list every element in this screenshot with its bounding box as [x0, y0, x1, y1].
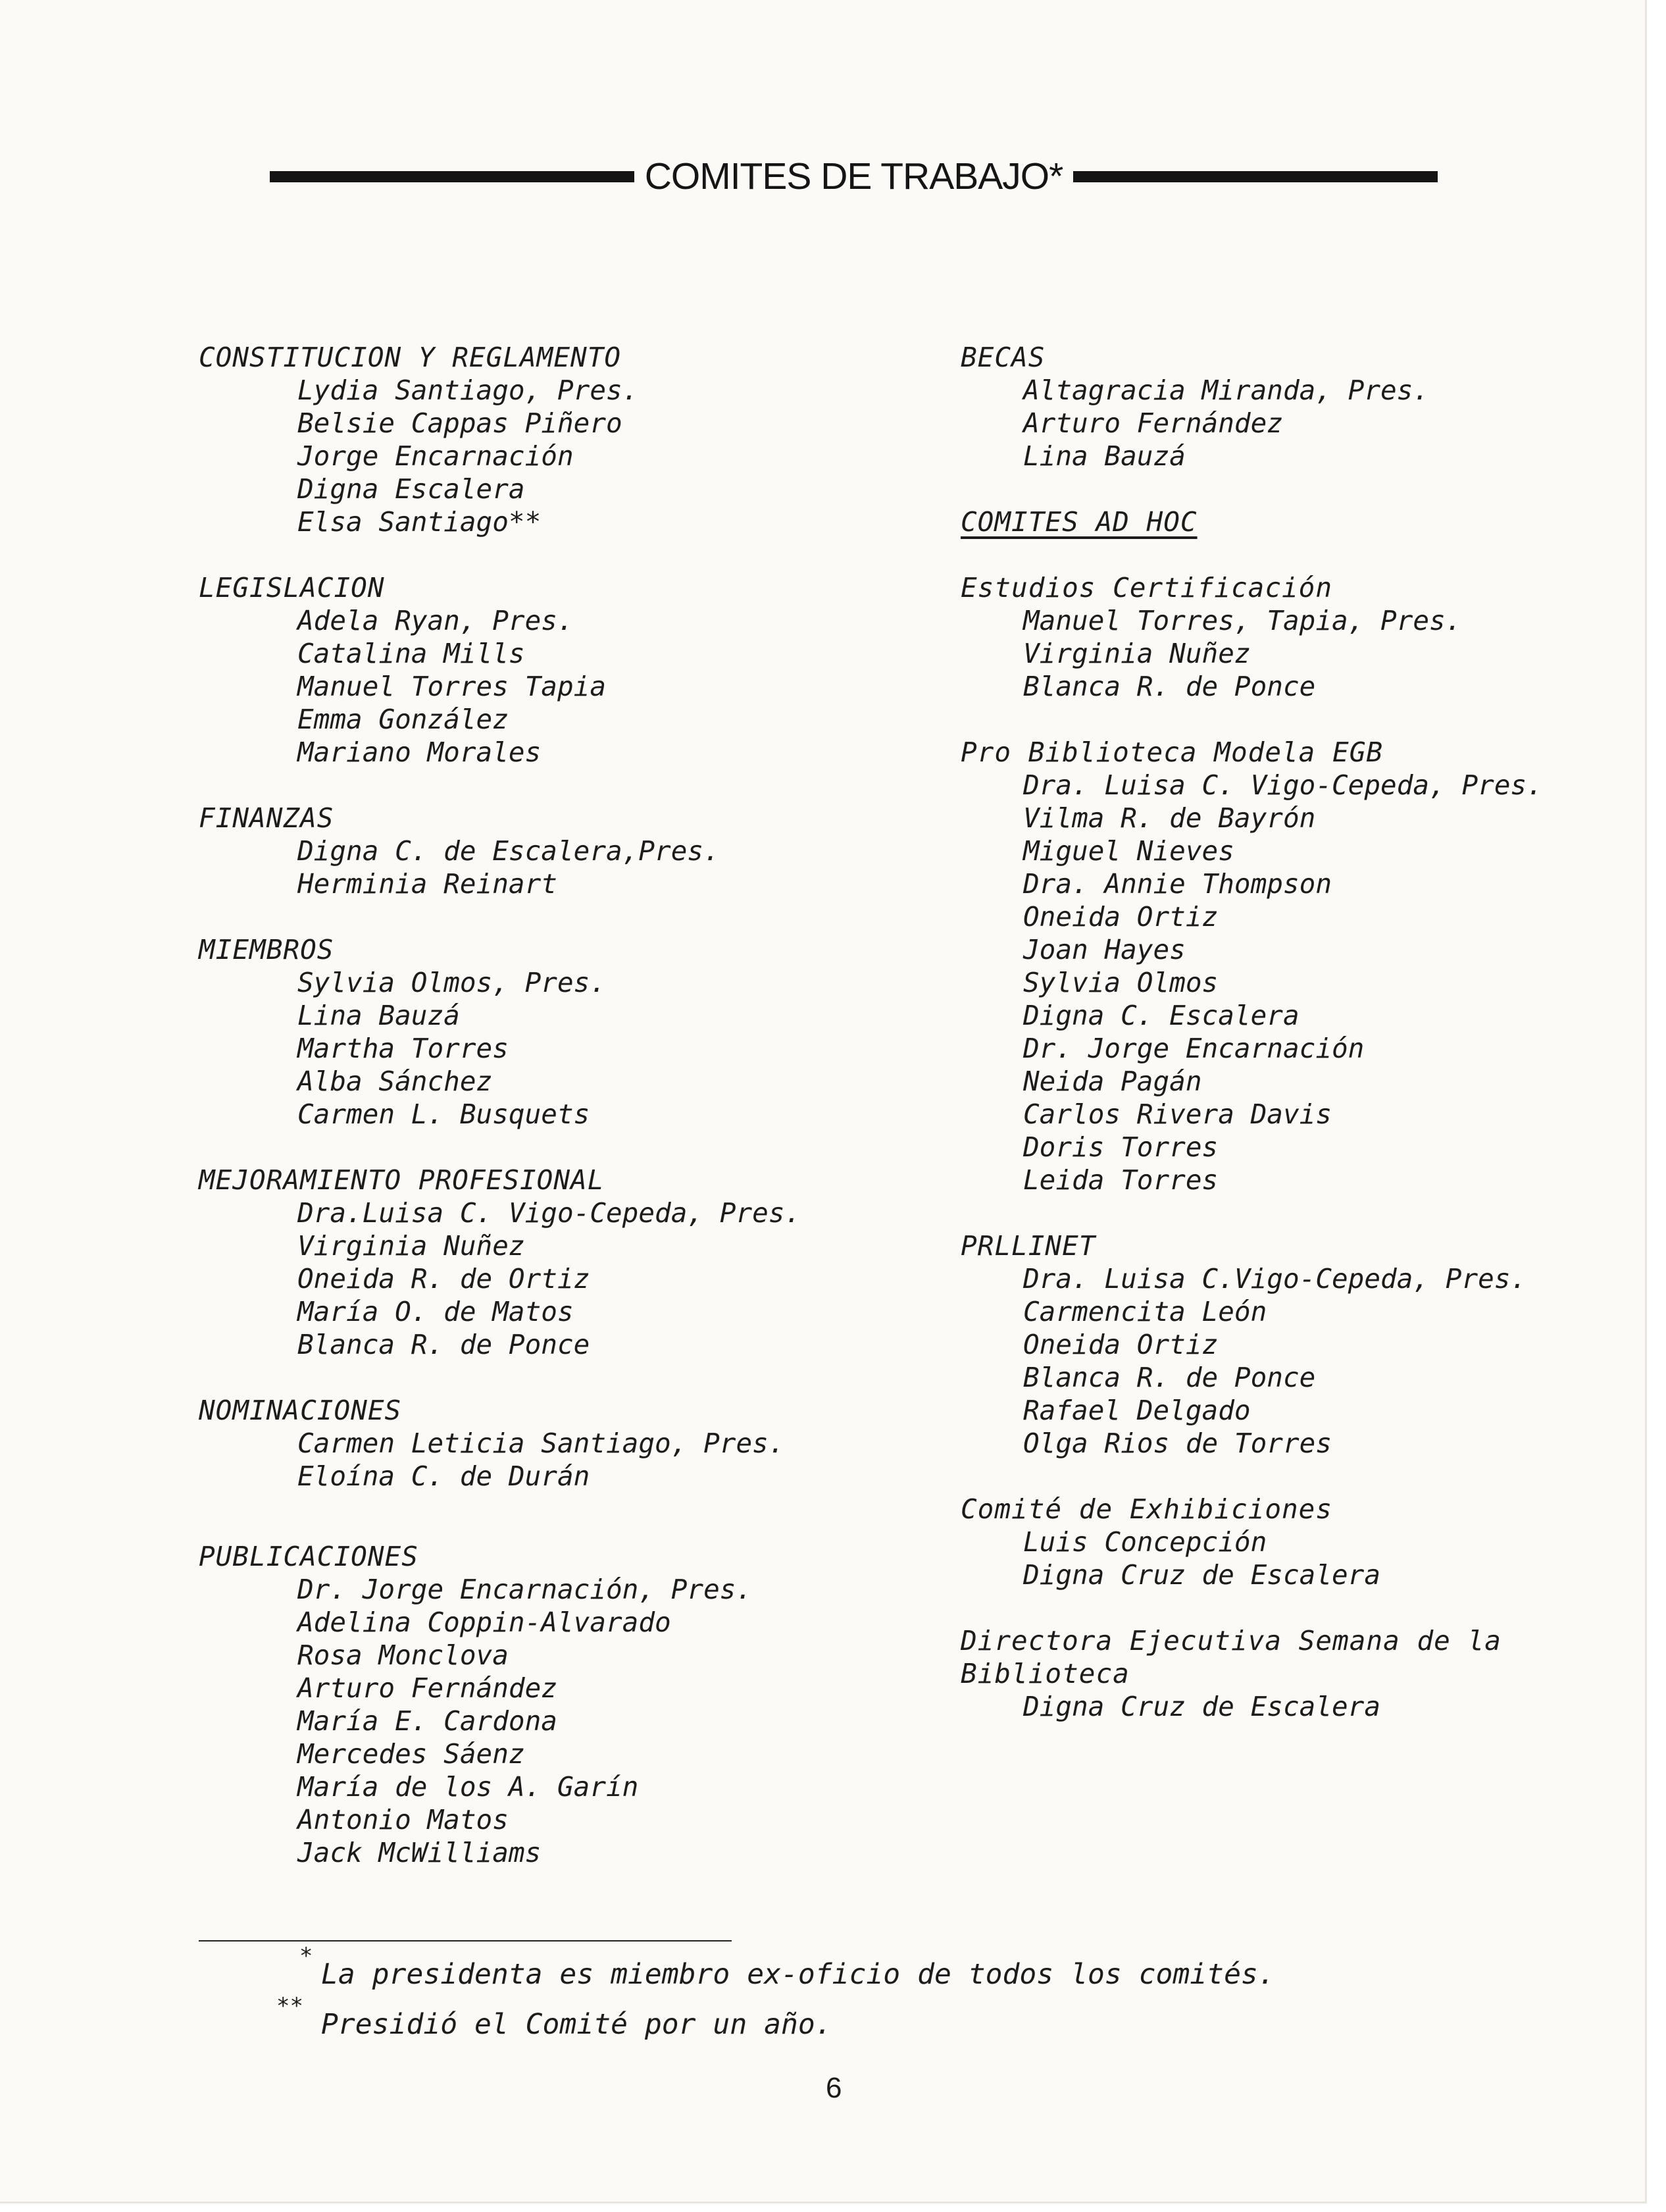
committee-member: Joan Hayes: [1023, 934, 1186, 965]
committee-member: Lydia Santiago, Pres.: [297, 374, 639, 406]
committee-finanzas: [199, 802, 801, 900]
committee-member: Carlos Rivera Davis: [1023, 1098, 1332, 1130]
committee-member: Dra. Annie Thompson: [1023, 868, 1332, 900]
committee-member: Manuel Torres Tapia: [297, 671, 606, 702]
committee-member: Dr. Jorge Encarnación: [1023, 1033, 1365, 1064]
committee-heading: PRLLINET: [961, 1230, 1096, 1262]
committee-member: Jorge Encarnación: [297, 440, 574, 472]
committee-legislacion: [199, 571, 801, 769]
footnote-rule: [199, 1940, 732, 1942]
committee-heading: MEJORAMIENTO PROFESIONAL: [199, 1164, 605, 1196]
committee-heading: CONSTITUCION Y REGLAMENTO: [199, 342, 622, 373]
committee-member: Catalina Mills: [297, 638, 525, 669]
committee-member: Lina Bauzá: [1023, 440, 1186, 472]
committee-miembros: [199, 933, 801, 1131]
committee-member: Olga Rios de Torres: [1023, 1428, 1332, 1459]
committee-member: Dr. Jorge Encarnación, Pres.: [297, 1574, 753, 1605]
committee-member: Rosa Monclova: [297, 1639, 509, 1671]
committee-directora: [961, 1624, 1543, 1723]
header-rule-right: [1073, 171, 1438, 182]
committee-heading: NOMINACIONES: [199, 1395, 402, 1426]
committee-member: Elsa Santiago**: [297, 506, 542, 538]
committee-heading: Estudios Certificación: [961, 572, 1333, 604]
page-title: COMITES DE TRABAJO*: [644, 155, 1063, 197]
committee-member: Lina Bauzá: [297, 1000, 460, 1031]
footnote-text: La presidenta es miembro ex-oficio de todos los comités.: [321, 1958, 1275, 1991]
page-header: [270, 157, 1438, 196]
committee-member: Sylvia Olmos, Pres.: [297, 967, 606, 998]
committee-exhibiciones: [961, 1493, 1543, 1591]
footnote-mark: **: [276, 1993, 303, 2019]
committee-member: Miguel Nieves: [1023, 835, 1234, 867]
committee-member: Oneida Ortiz: [1023, 1329, 1219, 1360]
committee-member: Dra. Luisa C. Vigo-Cepeda, Pres.: [1023, 769, 1543, 801]
committee-member: María de los A. Garín: [297, 1771, 639, 1803]
committee-member: Antonio Matos: [297, 1804, 509, 1836]
committee-heading: Comité de Exhibiciones: [961, 1493, 1333, 1525]
committee-heading: BECAS: [961, 342, 1046, 373]
ad-hoc-heading-block: [961, 505, 1543, 538]
committee-member: Blanca R. de Ponce: [1023, 1362, 1316, 1393]
committee-member: Blanca R. de Ponce: [297, 1329, 590, 1360]
committee-constitucion: [199, 341, 801, 538]
committee-member: Oneida R. de Ortiz: [297, 1263, 590, 1295]
right-column: [961, 341, 1543, 1756]
committee-member: Digna Cruz de Escalera: [1023, 1691, 1381, 1722]
committee-heading: Directora Ejecutiva Semana de la Biblioteca: [961, 1625, 1502, 1689]
committee-member: Doris Torres: [1023, 1131, 1219, 1163]
left-column: [199, 341, 801, 1902]
committee-member: Oneida Ortiz: [1023, 901, 1219, 933]
committee-member: Manuel Torres, Tapia, Pres.: [1023, 605, 1462, 636]
committee-becas: [961, 341, 1543, 473]
committee-member: Digna C. Escalera: [1023, 1000, 1300, 1031]
committee-member: Arturo Fernández: [297, 1672, 557, 1704]
committee-member: Jack McWilliams: [297, 1837, 542, 1868]
ad-hoc-heading: COMITES AD HOC: [961, 506, 1198, 538]
committee-member: Emma González: [297, 704, 509, 735]
committee-mejoramiento: [199, 1164, 801, 1361]
committee-estudios: [961, 571, 1543, 703]
committee-pro-biblioteca: [961, 736, 1543, 1196]
committee-member: Carmen Leticia Santiago, Pres.: [297, 1428, 785, 1459]
committee-member: Carmencita León: [1023, 1296, 1267, 1327]
committee-member: Rafael Delgado: [1023, 1395, 1251, 1426]
committee-member: Belsie Cappas Piñero: [297, 407, 622, 439]
footnote-text: Presidió el Comité por un año.: [321, 2008, 832, 2041]
committee-member: Eloína C. de Durán: [297, 1460, 590, 1492]
header-rule-left: [270, 171, 634, 182]
committee-member: Adela Ryan, Pres.: [297, 605, 574, 636]
page-number: 6: [826, 2072, 842, 2104]
committee-member: Neida Pagán: [1023, 1066, 1202, 1097]
committee-member: Alba Sánchez: [297, 1066, 493, 1097]
committee-member: Martha Torres: [297, 1033, 509, 1064]
committee-heading: PUBLICACIONES: [199, 1541, 418, 1572]
committee-member: Carmen L. Busquets: [297, 1098, 590, 1130]
committee-heading: FINANZAS: [199, 802, 334, 834]
committee-prllinet: [961, 1229, 1543, 1460]
committee-member: Virginia Nuñez: [297, 1230, 525, 1262]
committee-member: Mariano Morales: [297, 736, 542, 768]
committee-nominaciones: [199, 1394, 801, 1493]
committee-member: Mercedes Sáenz: [297, 1738, 525, 1770]
committee-publicaciones: [199, 1540, 801, 1869]
committee-member: Dra. Luisa C.Vigo-Cepeda, Pres.: [1023, 1263, 1527, 1295]
committee-heading: LEGISLACION: [199, 572, 385, 604]
committee-member: Arturo Fernández: [1023, 407, 1283, 439]
committee-member: Herminia Reinart: [297, 868, 557, 900]
committee-heading: MIEMBROS: [199, 934, 334, 965]
committee-member: María O. de Matos: [297, 1296, 574, 1327]
committee-member: Luis Concepción: [1023, 1526, 1267, 1558]
committee-member: Altagracia Miranda, Pres.: [1023, 374, 1430, 406]
committee-member: Digna Cruz de Escalera: [1023, 1559, 1381, 1591]
committee-member: Virginia Nuñez: [1023, 638, 1251, 669]
committee-member: Leida Torres: [1023, 1164, 1219, 1196]
committee-member: Vilma R. de Bayrón: [1023, 802, 1316, 834]
committee-heading: Pro Biblioteca Modela EGB: [961, 736, 1384, 768]
footnote-mark: *: [299, 1943, 313, 1969]
committee-member: Digna C. de Escalera,Pres.: [297, 835, 720, 867]
committee-member: Adelina Coppin-Alvarado: [297, 1607, 671, 1638]
committee-member: Blanca R. de Ponce: [1023, 671, 1316, 702]
committee-member: Dra.Luisa C. Vigo-Cepeda, Pres.: [297, 1197, 801, 1229]
committee-member: Digna Escalera: [297, 473, 525, 505]
committee-member: Sylvia Olmos: [1023, 967, 1219, 998]
committee-member: María E. Cardona: [297, 1705, 557, 1737]
